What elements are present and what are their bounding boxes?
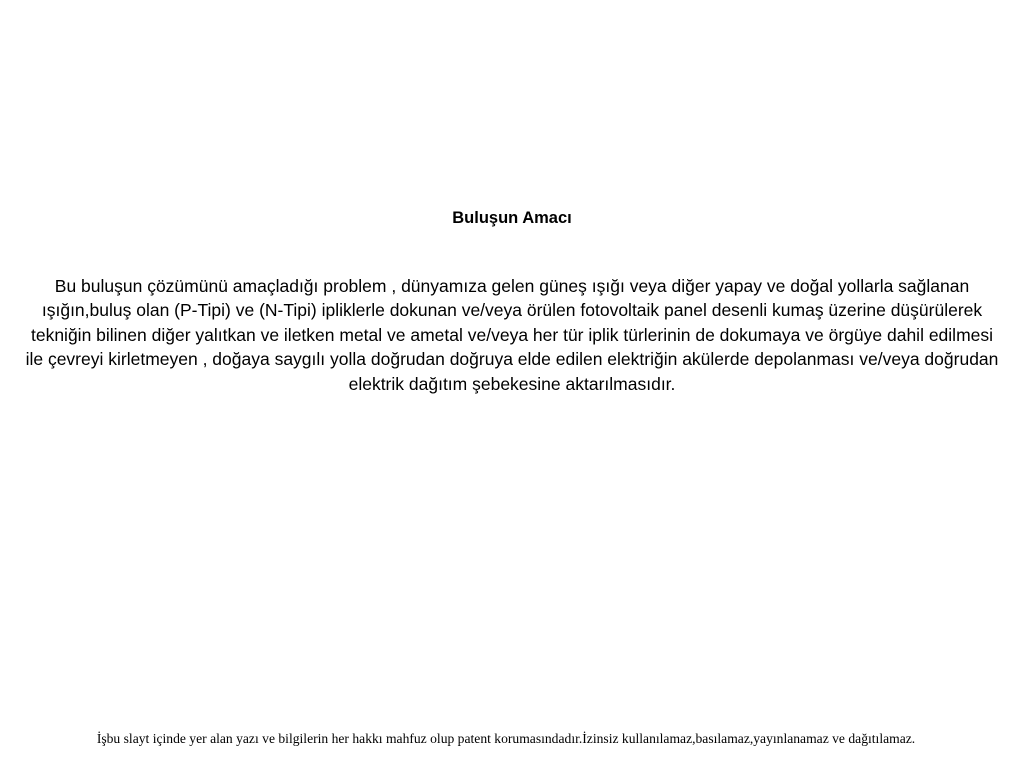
copyright-footer: İşbu slayt içinde yer alan yazı ve bilgilerin her hakkı mahfuz olup patent korumasındadır.İzinsiz kullanılamaz,basılamaz,yayınlanamaz ve dağıtılamaz. bbox=[96, 731, 916, 746]
slide-body-text: Bu buluşun çözümünü amaçladığı problem , dünyamıza gelen güneş ışığı veya diğer yapay ve doğal yollarla sağlanan ışığın,buluş olan (P-Tipi) ve (N-Tipi) ipliklerle dokunan ve/veya örülen fotovoltaik panel desenli kumaş üzerine düşürülerek tekniğin bilinen diğer yalıtkan ve iletken metal ve ametal ve/veya her tür iplik türlerinin de dokumaya ve örgüye dahil edilmesi ile çevreyi kirletmeyen , doğaya saygılı yolla doğrudan doğruya elde edilen elektriğin akülerde depolanması ve/veya doğrudan elektrik dağıtım şebekesine aktarılmasıdır. bbox=[25, 276, 999, 394]
slide-title: Buluşun Amacı bbox=[452, 209, 572, 227]
